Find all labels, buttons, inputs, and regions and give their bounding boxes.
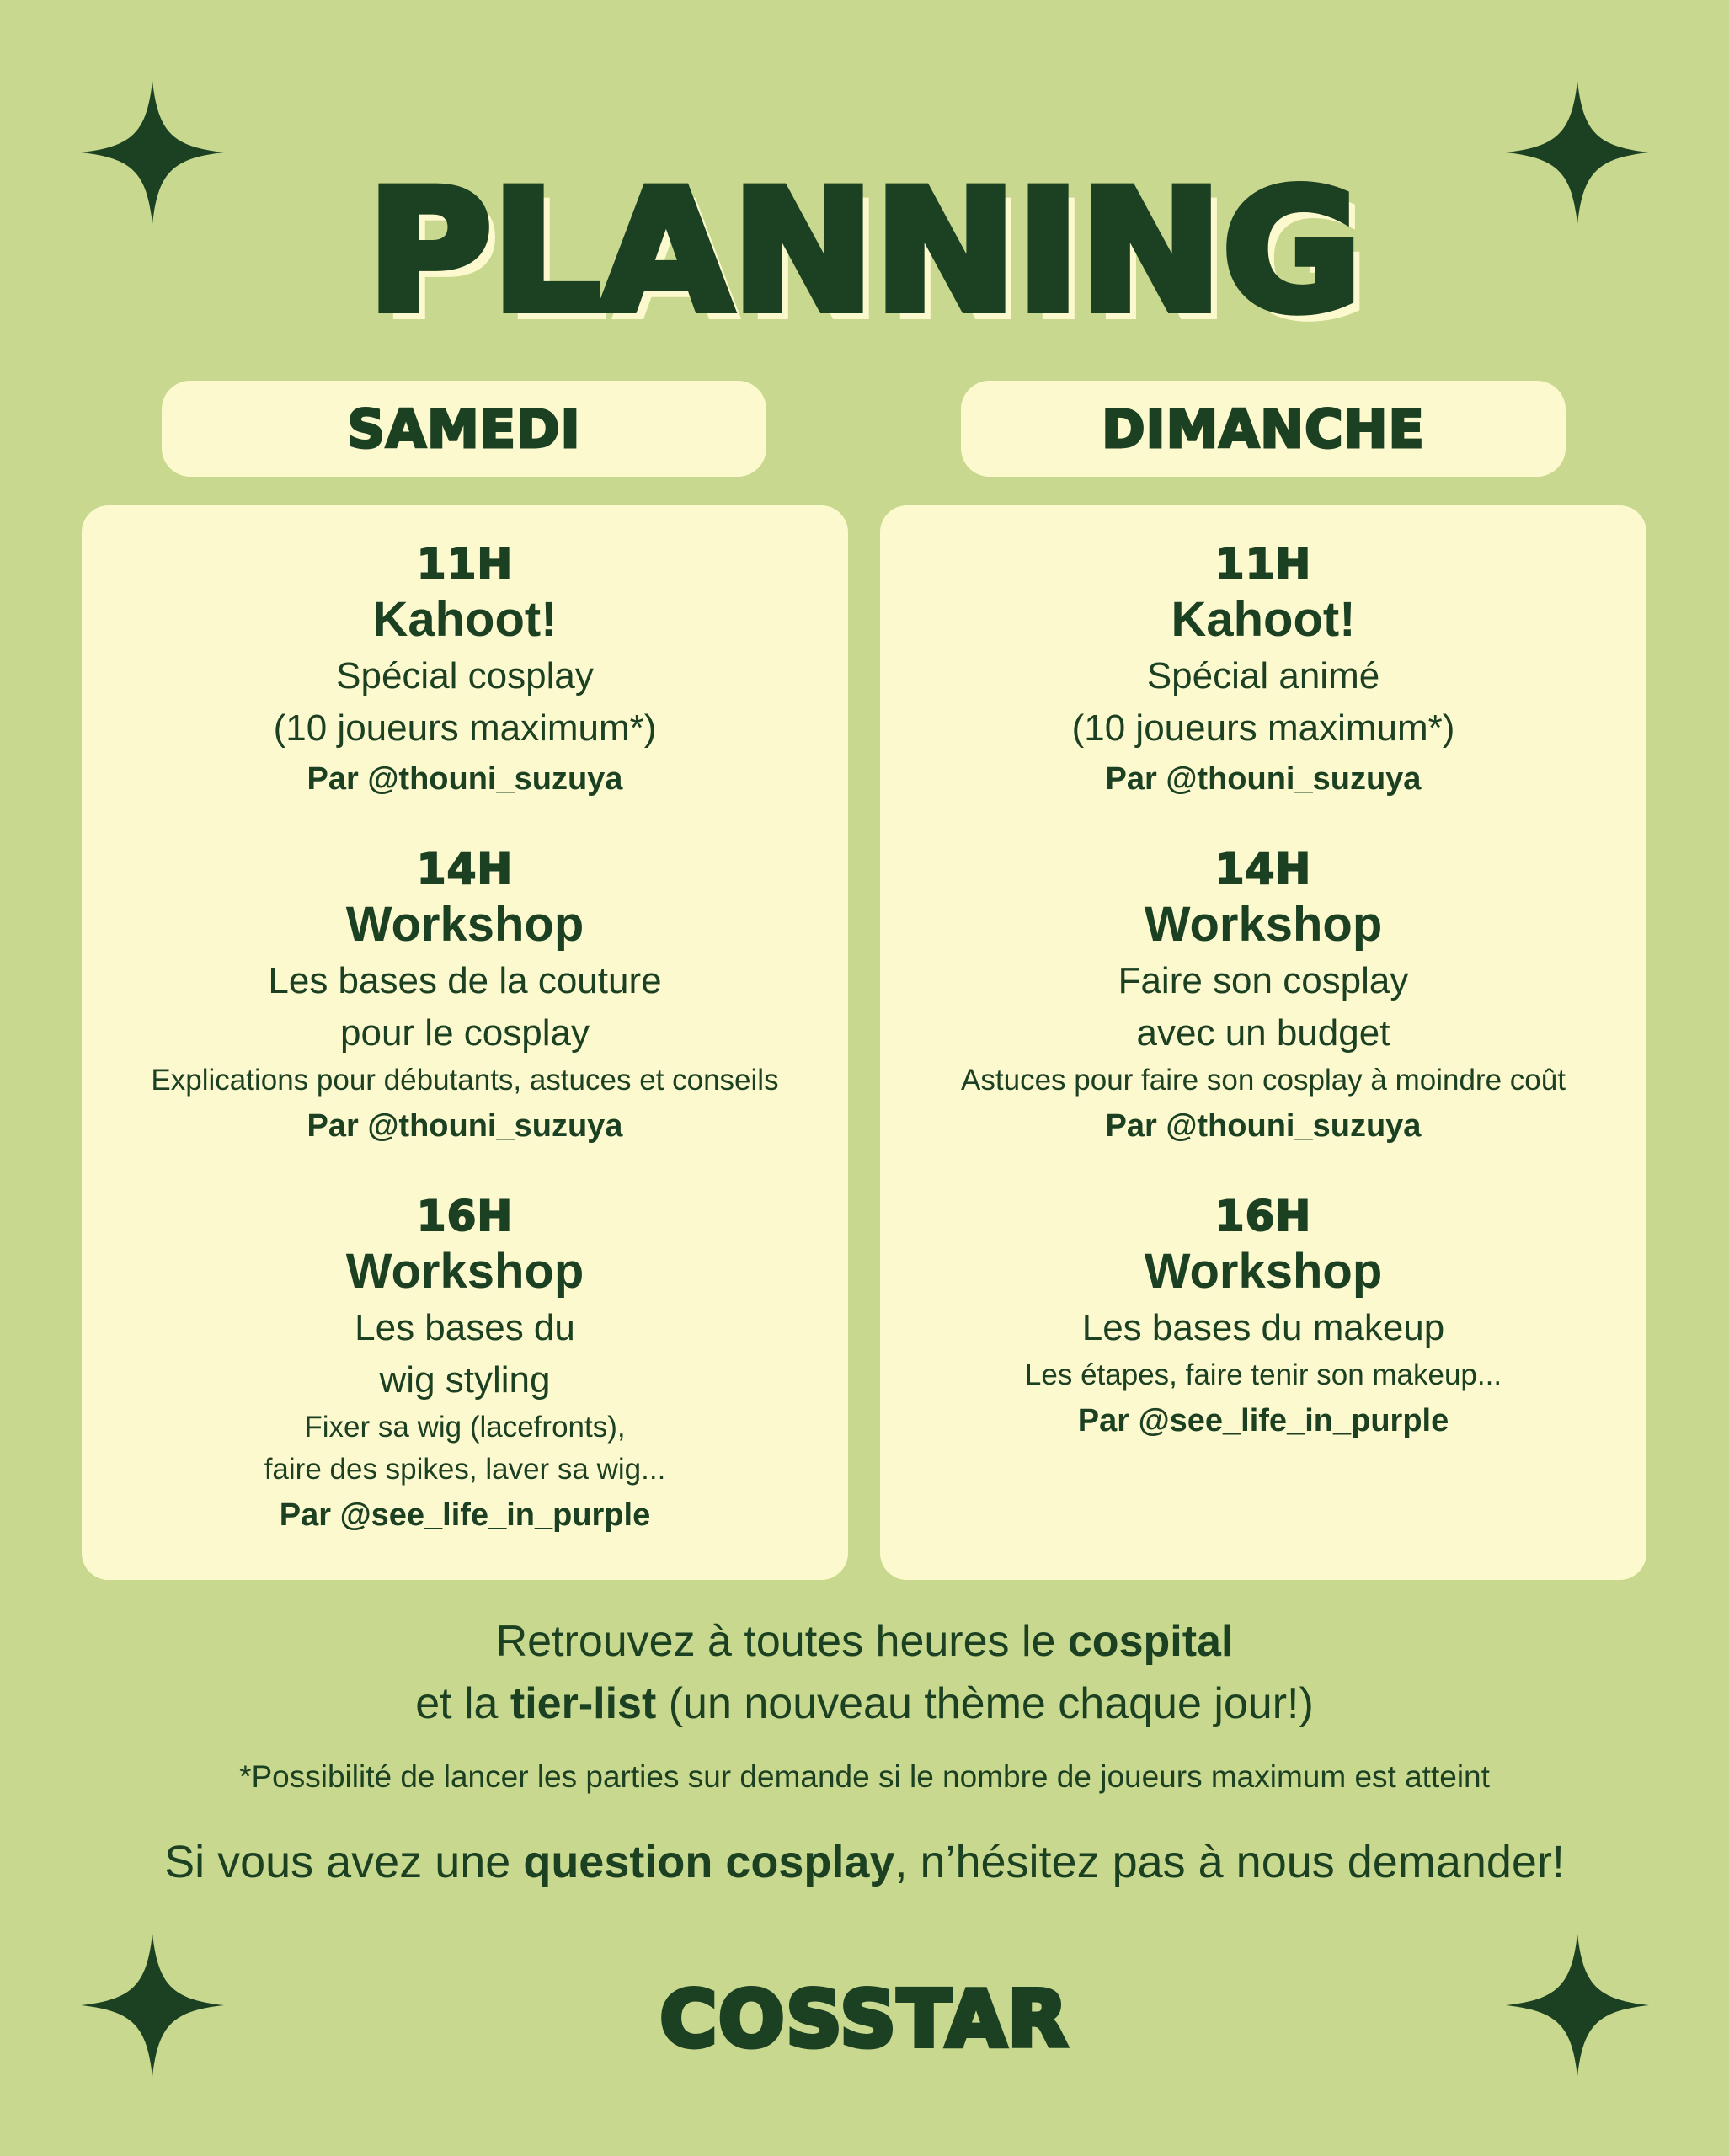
- event-description: (10 joueurs maximum*): [273, 707, 657, 749]
- event-details: Explications pour débutants, astuces et conseils: [151, 1064, 779, 1097]
- question-line: [0, 1832, 1729, 1892]
- event-host: Par @thouni_suzuya: [307, 1108, 623, 1144]
- event-name: Workshop: [345, 1244, 584, 1299]
- event-description: Spécial cosplay: [336, 655, 594, 696]
- event-description: Les bases de la couture: [268, 960, 662, 1001]
- footnote: *Possibilité de lancer les parties sur demande si le nombre de joueurs maximum est atteint: [239, 1759, 1490, 1794]
- event-block: [880, 539, 1646, 803]
- footer-text: , n’hésitez pas à nous demander!: [894, 1837, 1565, 1887]
- event-details: Astuces pour faire son cosplay à moindre coût: [961, 1064, 1566, 1097]
- footer-text: Retrouvez à toutes heures le: [495, 1617, 1068, 1666]
- day-header-samedi: SAMEDI: [162, 381, 766, 477]
- event-host: Par @thouni_suzuya: [1105, 1108, 1422, 1144]
- footer-info-line: [0, 1673, 1729, 1735]
- event-block: [82, 539, 848, 803]
- event-description: Spécial animé: [1146, 655, 1380, 696]
- event-block: [82, 1191, 848, 1540]
- event-time: 14H: [416, 845, 514, 894]
- footer-highlight: question cosplay: [523, 1837, 895, 1887]
- event-block: [880, 844, 1646, 1150]
- event-host: Par @see_life_in_purple: [1077, 1403, 1449, 1438]
- event-description: pour le cosplay: [340, 1012, 590, 1054]
- schedule-card-dimanche: [880, 505, 1646, 1580]
- event-time: 16H: [1214, 1192, 1312, 1241]
- footer-highlight: tier-list: [510, 1679, 657, 1728]
- event-description: Faire son cosplay: [1118, 960, 1409, 1001]
- schedule-card-samedi: [82, 505, 848, 1580]
- event-details: Fixer sa wig (lacefronts),: [304, 1411, 626, 1444]
- event-description: Les bases du: [355, 1307, 575, 1348]
- event-time: 16H: [416, 1192, 514, 1241]
- event-name: Workshop: [345, 897, 584, 952]
- event-description: avec un budget: [1136, 1012, 1390, 1054]
- event-time: 14H: [1214, 845, 1312, 894]
- day-header-dimanche: DIMANCHE: [961, 381, 1566, 477]
- event-host: Par @thouni_suzuya: [307, 761, 623, 797]
- event-host: Par @thouni_suzuya: [1105, 761, 1422, 797]
- footer-info-line: [0, 1610, 1729, 1673]
- event-details: Les étapes, faire tenir son makeup...: [1024, 1358, 1502, 1391]
- page-title: PLANNING: [366, 154, 1363, 349]
- event-description: wig styling: [379, 1359, 551, 1401]
- footer-highlight: cospital: [1067, 1617, 1234, 1666]
- event-description: Les bases du makeup: [1081, 1307, 1445, 1348]
- event-name: Kahoot!: [1171, 592, 1356, 647]
- event-details: faire des spikes, laver sa wig...: [264, 1453, 666, 1486]
- event-block: [880, 1191, 1646, 1445]
- event-time: 11H: [1214, 540, 1312, 589]
- event-block: [82, 844, 848, 1150]
- footer-text: et la: [415, 1679, 510, 1728]
- event-name: Workshop: [1144, 1244, 1383, 1299]
- footer-text: Si vous avez une: [164, 1837, 524, 1887]
- footer-info: [0, 1610, 1729, 1735]
- event-time: 11H: [416, 540, 514, 589]
- footer-text: (un nouveau thème chaque jour!): [656, 1679, 1314, 1728]
- event-description: (10 joueurs maximum*): [1071, 707, 1455, 749]
- event-name: Kahoot!: [372, 592, 558, 647]
- event-host: Par @see_life_in_purple: [279, 1497, 651, 1533]
- event-name: Workshop: [1144, 897, 1383, 952]
- brand-logo: COSSTAR: [659, 1974, 1070, 2064]
